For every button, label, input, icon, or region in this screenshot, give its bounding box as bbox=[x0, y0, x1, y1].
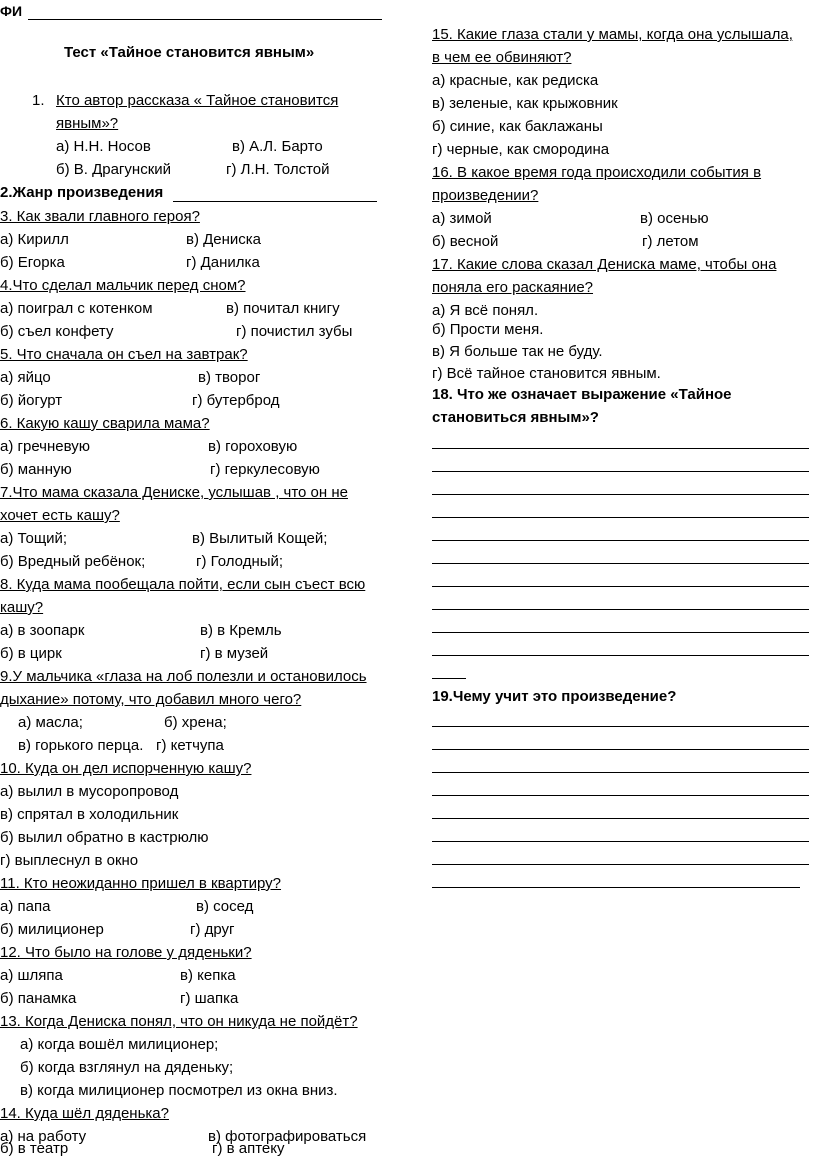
q18-answer-line[interactable] bbox=[432, 563, 809, 564]
q14-question: 14. Куда шёл дяденька? bbox=[0, 1105, 169, 1122]
q13-option-b[interactable]: б) когда взглянул на дяденьку; bbox=[20, 1059, 234, 1076]
q8-option-b[interactable]: б) в цирк bbox=[0, 645, 62, 662]
q19-answer-line[interactable] bbox=[432, 749, 809, 750]
q7-question-line2: хочет есть кашу? bbox=[0, 507, 120, 524]
q18-answer-line[interactable] bbox=[432, 448, 809, 449]
q3-option-a[interactable]: а) Кирилл bbox=[0, 231, 69, 248]
q19-answer-line[interactable] bbox=[432, 864, 809, 865]
q1-option-b[interactable]: б) В. Драгунский bbox=[56, 161, 172, 178]
q11-option-a[interactable]: а) папа bbox=[0, 898, 51, 915]
q17-option-g[interactable]: г) Всё тайное становится явным. bbox=[432, 365, 661, 382]
q8-question-line2: кашу? bbox=[0, 599, 44, 616]
q10-option-a[interactable]: а) вылил в мусоропровод bbox=[0, 783, 179, 800]
q3-option-g[interactable]: г) Данилка bbox=[186, 254, 260, 271]
q19-answer-line[interactable] bbox=[432, 795, 809, 796]
q15-option-a[interactable]: а) красные, как редиска bbox=[432, 72, 599, 89]
q2-question: 2.Жанр произведения bbox=[0, 184, 164, 201]
q12-option-b[interactable]: б) панамка bbox=[0, 990, 77, 1007]
q9-option-v[interactable]: в) горького перца. bbox=[18, 737, 144, 754]
q18-answer-line[interactable] bbox=[432, 517, 809, 518]
q17-option-a[interactable]: а) Я всё понял. bbox=[432, 302, 539, 319]
q9-option-g[interactable]: г) кетчупа bbox=[156, 737, 224, 754]
q16-option-v[interactable]: в) осенью bbox=[640, 210, 709, 227]
q7-question-line1: 7.Что мама сказала Дениске, услышав , что он не bbox=[0, 484, 348, 501]
q6-option-b[interactable]: б) манную bbox=[0, 461, 72, 478]
q13-option-v[interactable]: в) когда милиционер посмотрел из окна вниз. bbox=[20, 1082, 338, 1099]
q17-option-v[interactable]: в) Я больше так не буду. bbox=[432, 343, 603, 360]
q19-answer-line[interactable] bbox=[432, 818, 809, 819]
q4-option-g[interactable]: г) почистил зубы bbox=[236, 323, 353, 340]
q9-option-b[interactable]: б) хрена; bbox=[164, 714, 227, 731]
q12-option-a[interactable]: а) шляпа bbox=[0, 967, 63, 984]
q7-option-a[interactable]: а) Тощий; bbox=[0, 530, 68, 547]
q14-option-b[interactable]: б) в театр bbox=[0, 1140, 69, 1157]
q15-question-line1: 15. Какие глаза стали у мамы, когда она услышала, bbox=[432, 26, 793, 43]
q9-question-line1: 9.У мальчика «глаза на лоб полезли и остановилось bbox=[0, 668, 367, 685]
q19-answer-line[interactable] bbox=[432, 887, 800, 888]
q19-answer-line[interactable] bbox=[432, 841, 809, 842]
q7-option-v[interactable]: в) Вылитый Кощей; bbox=[192, 530, 328, 547]
q12-question: 12. Что было на голове у дяденьки? bbox=[0, 944, 252, 961]
q5-option-v[interactable]: в) творог bbox=[198, 369, 261, 386]
q16-question-line1: 16. В какое время года происходили события в bbox=[432, 164, 762, 181]
q17-option-b[interactable]: б) Прости меня. bbox=[432, 321, 544, 338]
q9-option-a[interactable]: а) масла; bbox=[18, 714, 83, 731]
q11-option-v[interactable]: в) сосед bbox=[196, 898, 254, 915]
q18-answer-line[interactable] bbox=[432, 586, 809, 587]
q18-answer-line[interactable] bbox=[432, 609, 809, 610]
q4-option-b[interactable]: б) съел конфету bbox=[0, 323, 114, 340]
q8-option-a[interactable]: а) в зоопарк bbox=[0, 622, 85, 639]
q6-option-v[interactable]: в) гороховую bbox=[208, 438, 298, 455]
q6-option-a[interactable]: а) гречневую bbox=[0, 438, 90, 455]
q11-option-g[interactable]: г) друг bbox=[190, 921, 235, 938]
q19-answer-line[interactable] bbox=[432, 772, 809, 773]
q5-option-a[interactable]: а) яйцо bbox=[0, 369, 51, 386]
q4-question: 4.Что сделал мальчик перед сном? bbox=[0, 277, 246, 294]
q10-question: 10. Куда он дел испорченную кашу? bbox=[0, 760, 252, 777]
q5-option-b[interactable]: б) йогурт bbox=[0, 392, 63, 409]
fi-answer-line[interactable] bbox=[28, 19, 382, 20]
q3-question: 3. Как звали главного героя? bbox=[0, 208, 200, 225]
q18-answer-line-end[interactable] bbox=[432, 678, 466, 679]
q18-answer-line[interactable] bbox=[432, 471, 809, 472]
q18-answer-line[interactable] bbox=[432, 494, 809, 495]
q5-option-g[interactable]: г) бутерброд bbox=[192, 392, 280, 409]
q1-option-g[interactable]: г) Л.Н. Толстой bbox=[226, 161, 330, 178]
q6-question: 6. Какую кашу сварила мама? bbox=[0, 415, 210, 432]
q1-question-line2: явным»? bbox=[56, 115, 119, 132]
q13-option-a[interactable]: а) когда вошёл милиционер; bbox=[20, 1036, 219, 1053]
q3-option-b[interactable]: б) Егорка bbox=[0, 254, 65, 271]
q11-option-b[interactable]: б) милиционер bbox=[0, 921, 104, 938]
q5-question: 5. Что сначала он съел на завтрак? bbox=[0, 346, 248, 363]
q18-question-line2: становиться явным»? bbox=[432, 409, 599, 426]
test-title: Тест «Тайное становится явным» bbox=[64, 44, 315, 61]
q16-question-line2: произведении? bbox=[432, 187, 539, 204]
q17-question-line2: поняла его раскаяние? bbox=[432, 279, 594, 296]
q7-option-b[interactable]: б) Вредный ребёнок; bbox=[0, 553, 146, 570]
q12-option-g[interactable]: г) шапка bbox=[180, 990, 239, 1007]
q15-question-line2: в чем ее обвиняют? bbox=[432, 49, 572, 66]
q4-option-a[interactable]: а) поиграл с котенком bbox=[0, 300, 153, 317]
fi-label: ФИ bbox=[0, 3, 23, 19]
q4-option-v[interactable]: в) почитал книгу bbox=[226, 300, 340, 317]
q11-question: 11. Кто неожиданно пришел в квартиру? bbox=[0, 875, 282, 892]
q18-answer-line[interactable] bbox=[432, 540, 809, 541]
q15-option-v[interactable]: в) зеленые, как крыжовник bbox=[432, 95, 618, 112]
q8-option-g[interactable]: г) в музей bbox=[200, 645, 269, 662]
q8-option-v[interactable]: в) в Кремль bbox=[200, 622, 282, 639]
q16-option-b[interactable]: б) весной bbox=[432, 233, 499, 250]
q7-option-g[interactable]: г) Голодный; bbox=[196, 553, 284, 570]
q1-question-line1: Кто автор рассказа « Тайное становится bbox=[56, 92, 339, 109]
q19-question: 19.Чему учит это произведение? bbox=[432, 688, 677, 705]
q3-option-v[interactable]: в) Дениска bbox=[186, 231, 262, 248]
q8-question-line1: 8. Куда мама пообещала пойти, если сын съест всю bbox=[0, 576, 366, 593]
q18-question-line1: 18. Что же означает выражение «Тайное bbox=[432, 386, 732, 403]
q1-option-a[interactable]: а) Н.Н. Носов bbox=[56, 138, 151, 155]
q10-option-v[interactable]: в) спрятал в холодильник bbox=[0, 806, 179, 823]
q2-answer-line[interactable] bbox=[173, 201, 377, 202]
q14-option-g[interactable]: г) в аптеку bbox=[212, 1140, 285, 1157]
q14-option-v[interactable]: в) фотографироваться bbox=[208, 1128, 367, 1145]
q10-option-g[interactable]: г) выплеснул в окно bbox=[0, 852, 139, 869]
q1-option-v[interactable]: в) А.Л. Барто bbox=[232, 138, 323, 155]
q13-question: 13. Когда Дениска понял, что он никуда не пойдёт? bbox=[0, 1013, 358, 1030]
q6-option-g[interactable]: г) геркулесовую bbox=[210, 461, 320, 478]
q12-option-v[interactable]: в) кепка bbox=[180, 967, 236, 984]
q18-answer-line[interactable] bbox=[432, 632, 809, 633]
q18-answer-line[interactable] bbox=[432, 655, 809, 656]
q17-question-line1: 17. Какие слова сказал Дениска маме, чтобы она bbox=[432, 256, 777, 273]
q9-question-line2: дыхание» потому, что добавил много чего? bbox=[0, 691, 302, 708]
q15-option-g[interactable]: г) черные, как смородина bbox=[432, 141, 610, 158]
q14-option-a[interactable]: а) на работу bbox=[0, 1128, 87, 1145]
q1-number: 1. bbox=[32, 92, 45, 109]
q10-option-b[interactable]: б) вылил обратно в кастрюлю bbox=[0, 829, 209, 846]
q16-option-g[interactable]: г) летом bbox=[642, 233, 699, 250]
q16-option-a[interactable]: а) зимой bbox=[432, 210, 492, 227]
q19-answer-line[interactable] bbox=[432, 726, 809, 727]
q15-option-b[interactable]: б) синие, как баклажаны bbox=[432, 118, 603, 135]
